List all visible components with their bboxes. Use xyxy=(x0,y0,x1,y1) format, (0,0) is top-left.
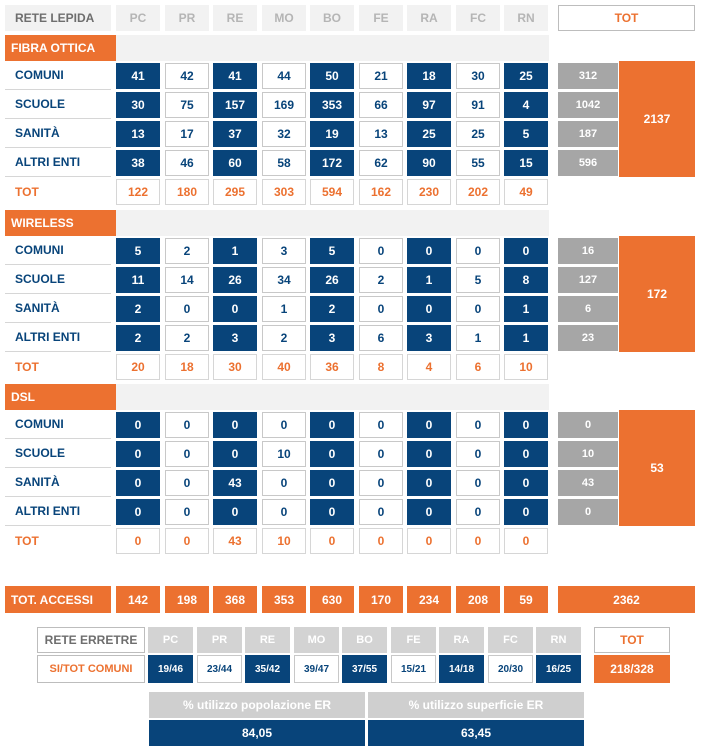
erretre-value: 35/42 xyxy=(245,655,290,683)
value-cell: 2 xyxy=(116,325,160,351)
value-cell: 0 xyxy=(213,441,257,467)
value-cell: 0 xyxy=(262,470,306,496)
erretre-province-rn: RN xyxy=(536,627,581,653)
value-cell: 0 xyxy=(213,499,257,525)
header-province-fc: FC xyxy=(456,5,500,31)
tot-accessi-value: 170 xyxy=(359,586,403,613)
value-cell: 0 xyxy=(116,499,160,525)
value-cell: 44 xyxy=(262,63,306,89)
value-cell: 0 xyxy=(310,470,354,496)
erretre-province-mo: MO xyxy=(294,627,339,653)
value-cell: 0 xyxy=(213,412,257,438)
tot-accessi-value: 234 xyxy=(407,586,451,613)
value-cell: 1 xyxy=(262,296,306,322)
tot-value: 303 xyxy=(262,179,306,205)
tot-label: TOT xyxy=(15,533,39,548)
row-label: SCUOLE xyxy=(5,90,111,119)
value-cell: 0 xyxy=(165,499,209,525)
value-cell: 13 xyxy=(116,121,160,147)
tot-value: 122 xyxy=(116,179,160,205)
value-cell: 0 xyxy=(310,499,354,525)
row-label: SANITÀ xyxy=(5,119,111,148)
section-title: FIBRA OTTICA xyxy=(5,35,116,61)
row-sum: 23 xyxy=(558,325,618,351)
value-cell: 0 xyxy=(262,412,306,438)
value-cell: 17 xyxy=(165,121,209,147)
row-sum: 0 xyxy=(558,499,618,525)
erretre-province-bo: BO xyxy=(342,627,387,653)
row-sum: 187 xyxy=(558,121,618,147)
erretre-value: 37/55 xyxy=(342,655,387,683)
value-cell: 21 xyxy=(359,63,403,89)
value-cell: 0 xyxy=(165,470,209,496)
erretre-province-fe: FE xyxy=(391,627,436,653)
tot-value: 162 xyxy=(359,179,403,205)
row-sum: 6 xyxy=(558,296,618,322)
tot-value: 4 xyxy=(407,354,451,380)
value-cell: 11 xyxy=(116,267,160,293)
erretre-province-pr: PR xyxy=(197,627,242,653)
section-grand-total: 53 xyxy=(619,410,695,526)
row-sum: 0 xyxy=(558,412,618,438)
value-cell: 30 xyxy=(456,63,500,89)
row-sum: 43 xyxy=(558,470,618,496)
erretre-value: 23/44 xyxy=(197,655,242,683)
value-cell: 0 xyxy=(262,499,306,525)
value-cell: 0 xyxy=(359,296,403,322)
row-sum: 127 xyxy=(558,267,618,293)
erretre-label: RETE ERRETRE xyxy=(37,627,145,653)
value-cell: 2 xyxy=(310,296,354,322)
row-sum: 312 xyxy=(558,63,618,89)
tot-value: 0 xyxy=(504,528,548,554)
value-cell: 0 xyxy=(456,499,500,525)
tot-value: 0 xyxy=(116,528,160,554)
value-cell: 37 xyxy=(213,121,257,147)
value-cell: 90 xyxy=(407,150,451,176)
tot-accessi-value: 59 xyxy=(504,586,548,613)
row-label: ALTRI ENTI xyxy=(5,148,111,177)
value-cell: 60 xyxy=(213,150,257,176)
value-cell: 5 xyxy=(456,267,500,293)
value-cell: 91 xyxy=(456,92,500,118)
value-cell: 172 xyxy=(310,150,354,176)
value-cell: 0 xyxy=(407,412,451,438)
value-cell: 25 xyxy=(456,121,500,147)
row-sum: 16 xyxy=(558,238,618,264)
section-title: DSL xyxy=(5,384,116,410)
value-cell: 0 xyxy=(407,470,451,496)
value-cell: 3 xyxy=(310,325,354,351)
tot-value: 6 xyxy=(456,354,500,380)
header-province-fe: FE xyxy=(359,5,403,31)
value-cell: 0 xyxy=(116,412,160,438)
value-cell: 32 xyxy=(262,121,306,147)
value-cell: 0 xyxy=(165,441,209,467)
value-cell: 0 xyxy=(310,441,354,467)
value-cell: 1 xyxy=(213,238,257,264)
value-cell: 2 xyxy=(359,267,403,293)
tot-value: 0 xyxy=(165,528,209,554)
tot-accessi-total: 2362 xyxy=(558,586,695,613)
surface-value: 63,45 xyxy=(368,720,584,746)
header-province-ra: RA xyxy=(407,5,451,31)
value-cell: 0 xyxy=(165,412,209,438)
tot-value: 0 xyxy=(456,528,500,554)
value-cell: 0 xyxy=(359,499,403,525)
erretre-value: 20/30 xyxy=(488,655,533,683)
section-grand-total: 172 xyxy=(619,236,695,352)
value-cell: 25 xyxy=(504,63,548,89)
value-cell: 1 xyxy=(504,296,548,322)
row-label: SANITÀ xyxy=(5,468,111,497)
value-cell: 5 xyxy=(504,121,548,147)
value-cell: 18 xyxy=(407,63,451,89)
value-cell: 1 xyxy=(504,325,548,351)
value-cell: 2 xyxy=(116,296,160,322)
value-cell: 46 xyxy=(165,150,209,176)
value-cell: 62 xyxy=(359,150,403,176)
tot-accessi-value: 353 xyxy=(262,586,306,613)
erretre-value: 19/46 xyxy=(148,655,193,683)
tot-accessi-value: 630 xyxy=(310,586,354,613)
value-cell: 41 xyxy=(213,63,257,89)
tot-value: 30 xyxy=(213,354,257,380)
value-cell: 0 xyxy=(504,499,548,525)
value-cell: 6 xyxy=(359,325,403,351)
tot-value: 40 xyxy=(262,354,306,380)
row-label: SCUOLE xyxy=(5,439,111,468)
tot-accessi-label: TOT. ACCESSI xyxy=(5,586,111,613)
tot-value: 180 xyxy=(165,179,209,205)
value-cell: 0 xyxy=(456,412,500,438)
row-sum: 1042 xyxy=(558,92,618,118)
value-cell: 0 xyxy=(116,470,160,496)
value-cell: 43 xyxy=(213,470,257,496)
erretre-tot-header: TOT xyxy=(594,627,670,653)
erretre-province-ra: RA xyxy=(439,627,484,653)
row-sum: 596 xyxy=(558,150,618,176)
tot-value: 0 xyxy=(359,528,403,554)
tot-value: 20 xyxy=(116,354,160,380)
value-cell: 3 xyxy=(407,325,451,351)
value-cell: 0 xyxy=(407,296,451,322)
tot-accessi-value: 208 xyxy=(456,586,500,613)
erretre-value: 15/21 xyxy=(391,655,436,683)
value-cell: 0 xyxy=(310,412,354,438)
value-cell: 0 xyxy=(165,296,209,322)
row-label: COMUNI xyxy=(5,410,111,439)
tot-value: 202 xyxy=(456,179,500,205)
header-province-bo: BO xyxy=(310,5,354,31)
tot-value: 10 xyxy=(504,354,548,380)
value-cell: 3 xyxy=(213,325,257,351)
erretre-row-label: SI/TOT COMUNI xyxy=(37,655,145,683)
value-cell: 30 xyxy=(116,92,160,118)
tot-accessi-value: 142 xyxy=(116,586,160,613)
value-cell: 0 xyxy=(213,296,257,322)
value-cell: 0 xyxy=(359,238,403,264)
value-cell: 0 xyxy=(407,441,451,467)
header-province-re: RE xyxy=(213,5,257,31)
value-cell: 25 xyxy=(407,121,451,147)
value-cell: 38 xyxy=(116,150,160,176)
section-grand-total: 2137 xyxy=(619,61,695,177)
value-cell: 4 xyxy=(504,92,548,118)
population-value: 84,05 xyxy=(149,720,365,746)
tot-value: 49 xyxy=(504,179,548,205)
value-cell: 0 xyxy=(504,441,548,467)
value-cell: 1 xyxy=(407,267,451,293)
value-cell: 0 xyxy=(359,470,403,496)
value-cell: 0 xyxy=(359,441,403,467)
row-label: COMUNI xyxy=(5,61,111,90)
row-label: SANITÀ xyxy=(5,294,111,323)
row-label: SCUOLE xyxy=(5,265,111,294)
tot-value: 0 xyxy=(310,528,354,554)
value-cell: 66 xyxy=(359,92,403,118)
value-cell: 5 xyxy=(310,238,354,264)
value-cell: 15 xyxy=(504,150,548,176)
tot-label: TOT xyxy=(15,184,39,199)
tot-value: 18 xyxy=(165,354,209,380)
tot-value: 36 xyxy=(310,354,354,380)
population-label: % utilizzo popolazione ER xyxy=(149,692,365,718)
value-cell: 0 xyxy=(407,499,451,525)
value-cell: 0 xyxy=(504,412,548,438)
surface-label: % utilizzo superficie ER xyxy=(368,692,584,718)
erretre-province-re: RE xyxy=(245,627,290,653)
value-cell: 75 xyxy=(165,92,209,118)
value-cell: 0 xyxy=(456,470,500,496)
value-cell: 0 xyxy=(456,296,500,322)
tot-label: TOT xyxy=(15,359,39,374)
value-cell: 3 xyxy=(262,238,306,264)
erretre-value: 39/47 xyxy=(294,655,339,683)
value-cell: 353 xyxy=(310,92,354,118)
section-title: WIRELESS xyxy=(5,210,116,236)
tot-value: 295 xyxy=(213,179,257,205)
erretre-value: 14/18 xyxy=(439,655,484,683)
value-cell: 2 xyxy=(165,325,209,351)
tot-accessi-value: 368 xyxy=(213,586,257,613)
value-cell: 0 xyxy=(456,441,500,467)
erretre-province-fc: FC xyxy=(488,627,533,653)
tot-accessi-value: 198 xyxy=(165,586,209,613)
header-province-rn: RN xyxy=(504,5,548,31)
value-cell: 157 xyxy=(213,92,257,118)
tot-value: 230 xyxy=(407,179,451,205)
value-cell: 2 xyxy=(262,325,306,351)
value-cell: 5 xyxy=(116,238,160,264)
value-cell: 0 xyxy=(456,238,500,264)
row-label: COMUNI xyxy=(5,236,111,265)
value-cell: 0 xyxy=(116,441,160,467)
row-label: ALTRI ENTI xyxy=(5,497,111,526)
header-province-pc: PC xyxy=(116,5,160,31)
value-cell: 1 xyxy=(456,325,500,351)
value-cell: 13 xyxy=(359,121,403,147)
value-cell: 97 xyxy=(407,92,451,118)
value-cell: 26 xyxy=(310,267,354,293)
value-cell: 19 xyxy=(310,121,354,147)
value-cell: 8 xyxy=(504,267,548,293)
value-cell: 26 xyxy=(213,267,257,293)
tot-value: 8 xyxy=(359,354,403,380)
value-cell: 2 xyxy=(165,238,209,264)
header-province-pr: PR xyxy=(165,5,209,31)
row-sum: 10 xyxy=(558,441,618,467)
tot-value: 10 xyxy=(262,528,306,554)
erretre-total: 218/328 xyxy=(594,655,670,683)
header-province-mo: MO xyxy=(262,5,306,31)
tot-value: 0 xyxy=(407,528,451,554)
value-cell: 169 xyxy=(262,92,306,118)
value-cell: 0 xyxy=(407,238,451,264)
value-cell: 34 xyxy=(262,267,306,293)
header-label: RETE LEPIDA xyxy=(5,5,111,31)
value-cell: 50 xyxy=(310,63,354,89)
value-cell: 0 xyxy=(504,470,548,496)
header-tot: TOT xyxy=(558,5,695,31)
value-cell: 41 xyxy=(116,63,160,89)
value-cell: 14 xyxy=(165,267,209,293)
value-cell: 58 xyxy=(262,150,306,176)
value-cell: 42 xyxy=(165,63,209,89)
row-label: ALTRI ENTI xyxy=(5,323,111,352)
tot-value: 594 xyxy=(310,179,354,205)
value-cell: 0 xyxy=(359,412,403,438)
tot-value: 43 xyxy=(213,528,257,554)
erretre-province-pc: PC xyxy=(148,627,193,653)
value-cell: 55 xyxy=(456,150,500,176)
value-cell: 10 xyxy=(262,441,306,467)
value-cell: 0 xyxy=(504,238,548,264)
erretre-value: 16/25 xyxy=(536,655,581,683)
